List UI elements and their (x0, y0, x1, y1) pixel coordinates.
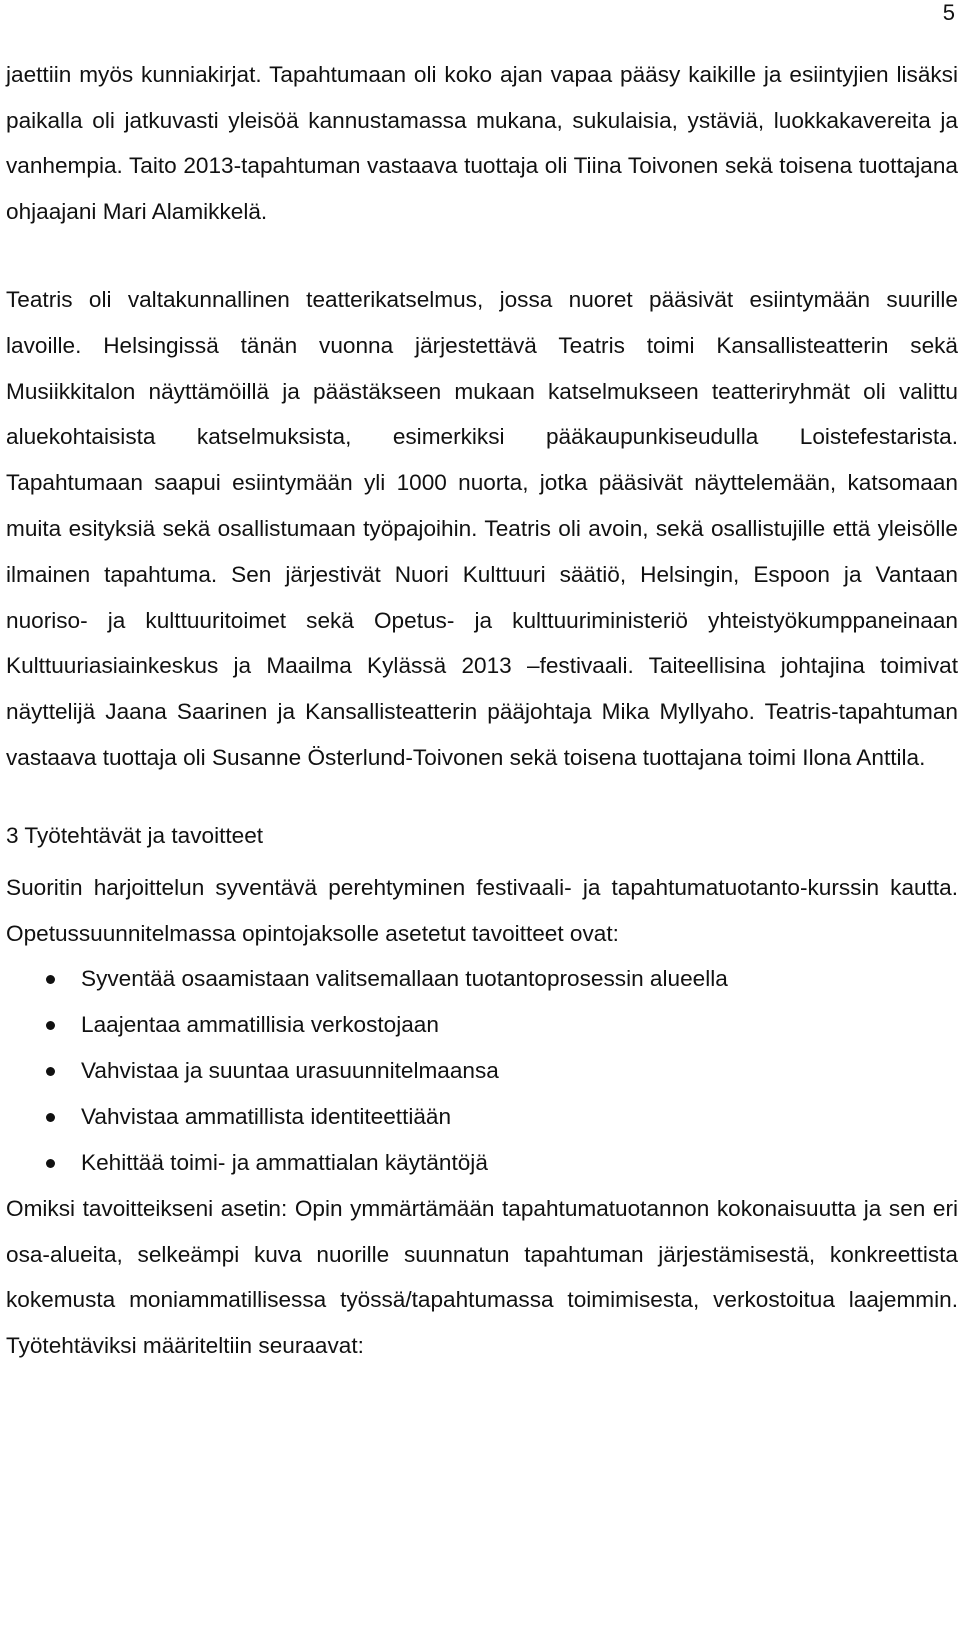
list-item (6, 1048, 958, 1094)
list-item (6, 956, 958, 1002)
list-item (6, 1140, 958, 1186)
list-item-text: Vahvistaa ammatillista identiteettiään (81, 1104, 452, 1130)
bullet-icon (46, 1021, 55, 1030)
paragraph-taito: jaettiin myös kunniakirjat. Tapahtumaan oli koko ajan vapaa pääsy kaikille ja esiintyjien lisäksi paikalla oli jatkuvasti yleisöä kannustamassa mukana, sukulaisia, ystäviä, luokkakavereita ja vanhempia. Taito 2013-tapahtuman vastaava tuottaja oli Tiina Toivonen sekä toisena tuottajana ohjaajani Mari Alamikkelä. (6, 62, 958, 224)
list-item (6, 1002, 958, 1048)
document-body (6, 52, 958, 1368)
bullet-icon (46, 1067, 55, 1076)
page-number: 5 (942, 0, 955, 25)
list-item-text: Syventää osaamistaan valitsemallaan tuotantoprosessin alueella (81, 966, 728, 992)
goals-list (6, 956, 958, 1186)
list-item-text: Vahvistaa ja suuntaa urasuunnitelmaansa (81, 1058, 499, 1084)
bullet-icon (46, 1159, 55, 1168)
bullet-icon (46, 975, 55, 984)
list-item-text: Kehittää toimi- ja ammattialan käytäntöjä (81, 1150, 488, 1176)
list-item (6, 1094, 958, 1140)
section-heading: 3 Työtehtävät ja tavoitteet (6, 822, 264, 848)
list-item-text: Laajentaa ammatillisia verkostojaan (81, 1012, 439, 1038)
paragraph-course-goals-intro: Suoritin harjoittelun syventävä perehtyminen festivaali- ja tapahtumatuotanto-kurssin kautta. Opetussuunnitelmassa opintojaksolle asetetut tavoitteet ovat: (6, 874, 958, 946)
paragraph-teatris: Teatris oli valtakunnallinen teatterikatselmus, jossa nuoret pääsivät esiintymään suurille lavoille. Helsingissä tänän vuonna järjestettävä Teatris toimi Kansallisteatterin sekä Musiikkitalon näyttämöillä ja päästäkseen mukaan katselmukseen teatteriryhmät oli valittu aluekohtaisista katselmuksista, esimerkiksi pääkaupunkiseudulla Loistefestarista. Tapahtumaan saapui esiintymään yli 1000 nuorta, jotka pääsivät näyttelemään, katsomaan muita esityksiä sekä osallistumaan työpajoihin. Teatris oli avoin, sekä osallistujille että yleisölle ilmainen tapahtuma. Sen järjestivät Nuori Kulttuuri säätiö, Helsingin, Espoon ja Vantaan nuoriso- ja kulttuuritoimet sekä Opetus- ja kulttuuriministeriö yhteistyökumppaneinaan Kulttuuriasiainkeskus ja Maailma Kylässä 2013 –festivaali. Taiteellisina johtajina toimivat näyttelijä Jaana Saarinen ja Kansallisteatterin pääjohtaja Mika Myllyaho. Teatris-tapahtuman vastaava tuottaja oli Susanne Österlund-Toivonen sekä toisena tuottajana toimi Ilona Anttila. (6, 287, 958, 770)
paragraph-own-goals: Omiksi tavoitteikseni asetin: Opin ymmärtämään tapahtumatuotannon kokonaisuutta ja sen eri osa-alueita, selkeämpi kuva nuorille suunnatun tapahtuman järjestämisestä, konkreettista kokemusta moniammatillisessa työssä/tapahtumassa toimimisesta, verkostoitua laajemmin. Työtehtäviksi määriteltiin seuraavat: (6, 1196, 958, 1358)
bullet-icon (46, 1113, 55, 1122)
